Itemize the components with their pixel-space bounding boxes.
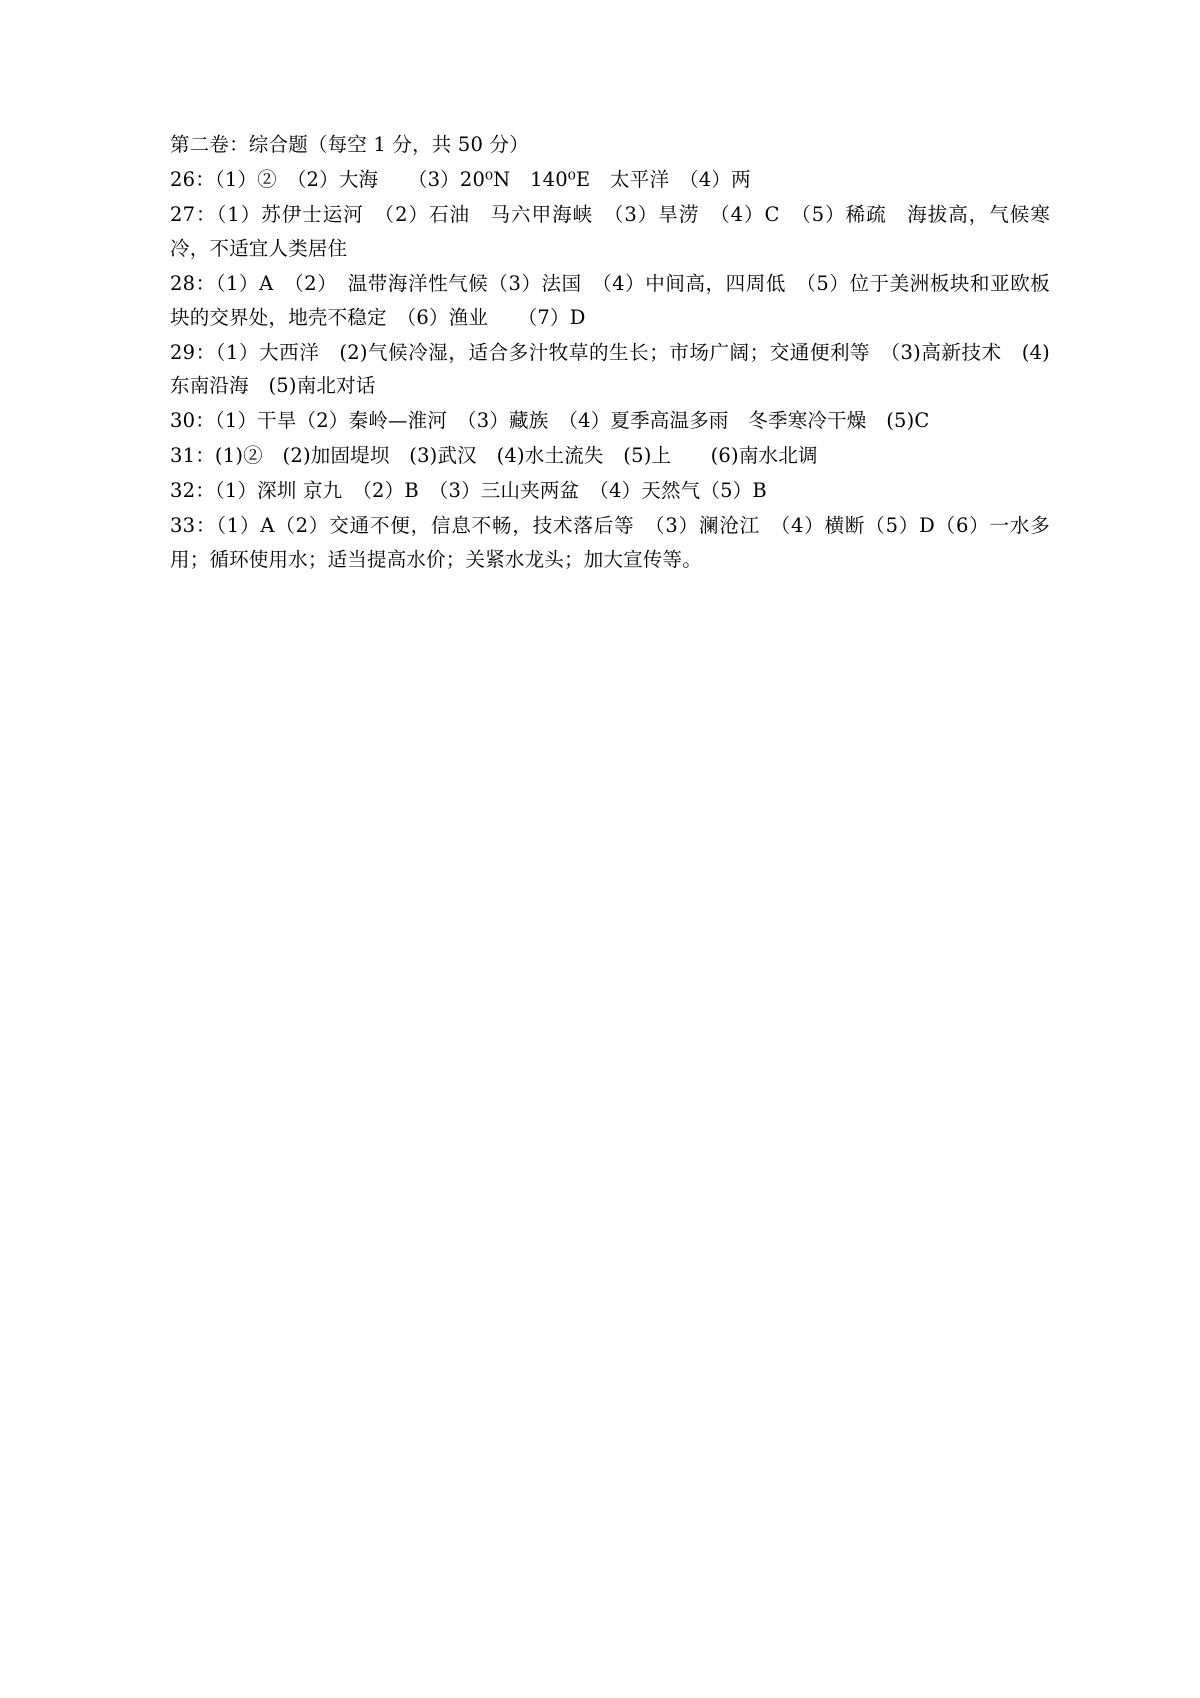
answer-item-27: 27：（1）苏伊士运河 （2）石油 马六甲海峡 （3）旱涝 （4）C （5）稀疏 海拔高，气候寒冷，不适宜人类居住 [170,202,1050,260]
section-heading: 第二卷：综合题（每空 1 分，共 50 分） [170,133,529,156]
answer-item-30: 30：（1）干旱（2）秦岭—淮河 （3）藏族 （4）夏季高温多雨 冬季寒冷干燥 (5)C [170,409,930,433]
answer-item-26: 26：（1）② （2）大海 （3）20⁰N 140⁰E 太平洋 （4）两 [170,167,751,191]
answer-item-29: 29：（1）大西洋 (2)气候冷湿，适合多汁牧草的生长；市场广阔；交通便利等 （3)高新技术 (4)东南沿海 (5)南北对话 [170,340,1050,398]
document-body [170,128,1050,577]
answer-item-32: 32：（1）深圳 京九 （2）B （3）三山夹两盆 （4）天然气（5）B [170,479,767,503]
answer-item-31: 31：(1)② (2)加固堤坝 (3)武汉 (4)水土流失 (5)上 (6)南水北调 [170,444,818,468]
answer-item-28: 28：（1）A （2） 温带海洋性气候（3）法国 （4）中间高，四周低 （5）位于美洲板块和亚欧板块的交界处，地壳不稳定 （6）渔业 （7）D [170,271,1050,329]
answer-item-33: 33：（1）A（2）交通不便，信息不畅，技术落后等 （3）澜沧江 （4）横断（5）D（6）一水多用；循环使用水；适当提高水价；关紧水龙头；加大宣传等。 [170,514,1050,572]
